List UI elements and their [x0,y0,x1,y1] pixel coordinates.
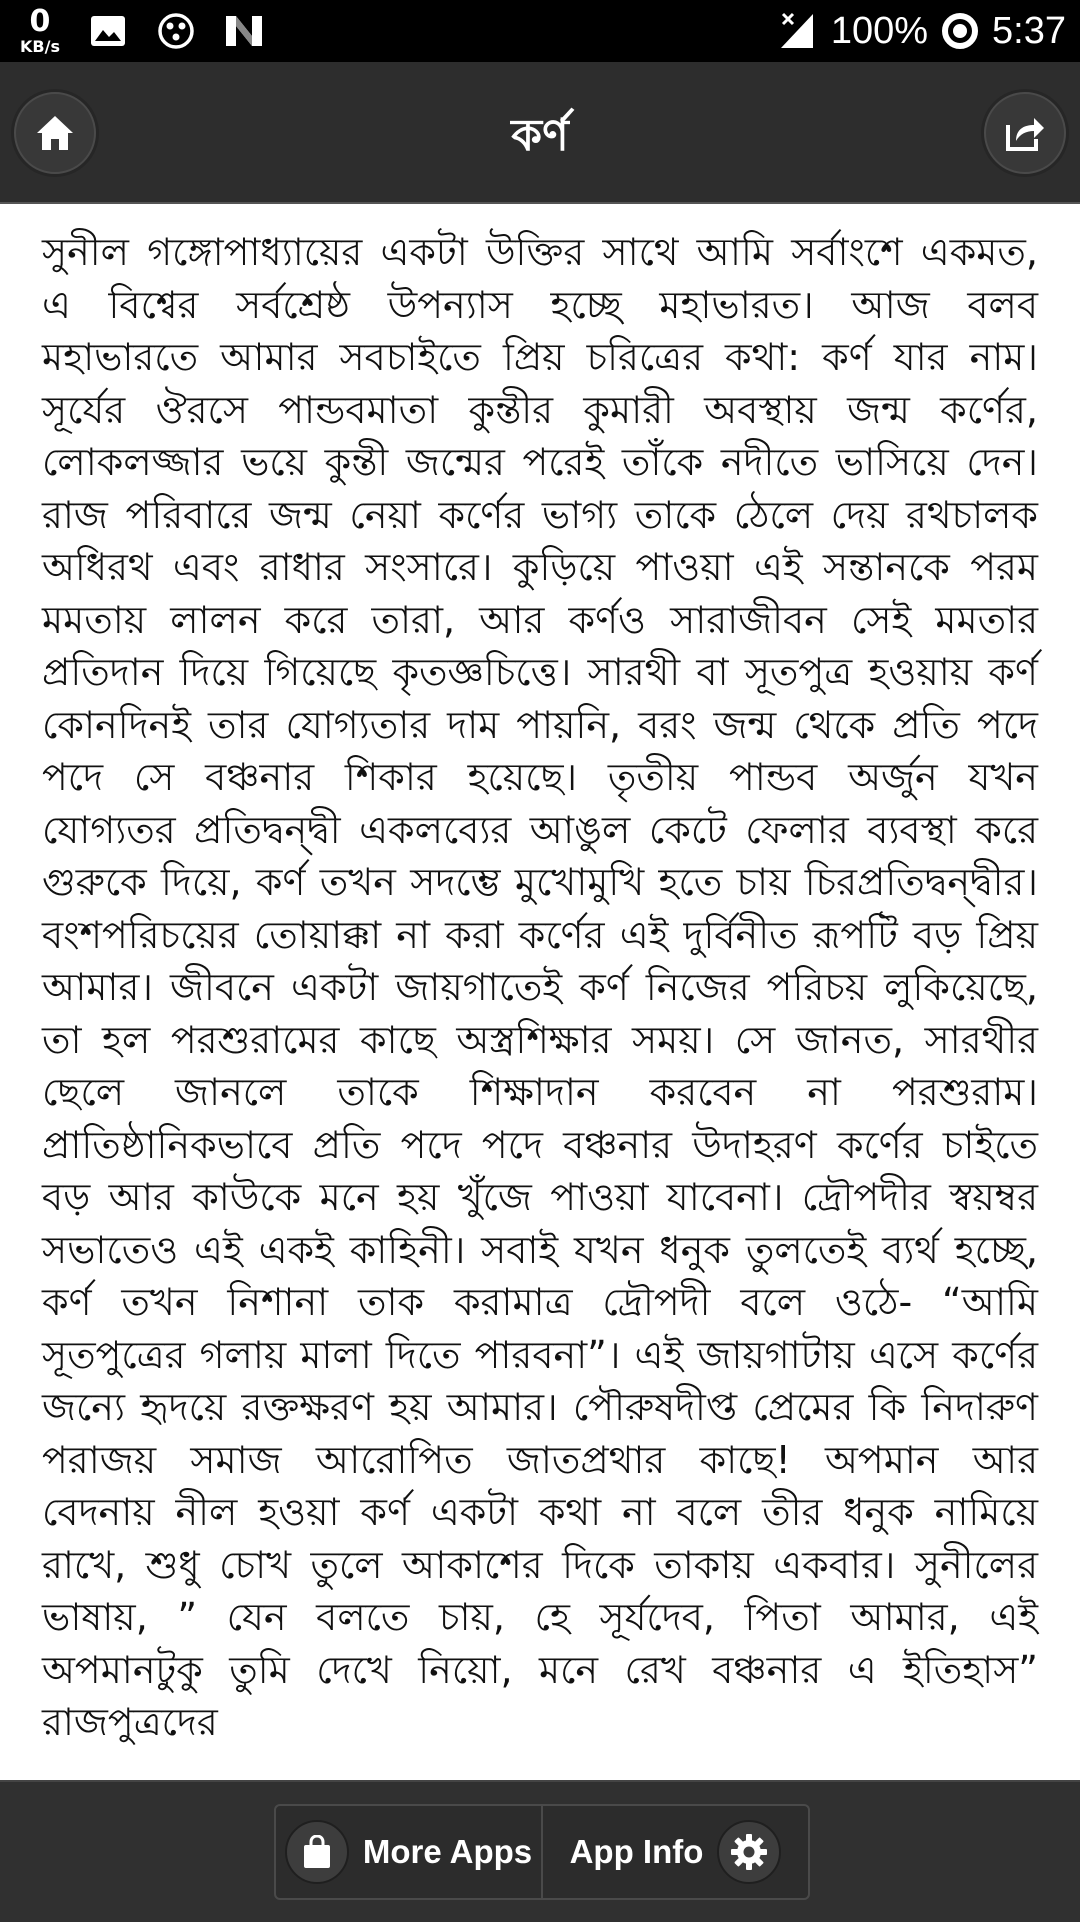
share-button[interactable] [984,92,1066,174]
n-app-icon [224,11,264,51]
more-apps-button[interactable] [276,1806,541,1898]
status-bar [0,0,1080,62]
article-container[interactable] [0,204,1080,1780]
bottom-bar [0,1780,1080,1922]
network-speed-value: 0 [29,4,51,39]
more-apps-label: More Apps [362,1833,533,1870]
share-icon [1004,113,1046,153]
page-title: কর্ণ [511,110,569,161]
gear-icon [717,1820,781,1884]
battery-icon [942,13,978,49]
bottom-button-group [274,1804,810,1900]
app-header [0,62,1080,204]
clock: 5:37 [992,9,1066,52]
battery-percentage: 100% [830,9,929,52]
article-text: সুনীল গঙ্গোপাধ্যায়ের একটা উক্তির সাথে আমি সর্বাংশে একমত, এ বিশ্বের সর্বশ্রেষ্ঠ উপন্যাস হচ্ছে মহাভারত। আজ বলব মহাভারতে আমার সবচাইতে প্রিয় চরিত্রের কথা: কর্ণ যার নাম। সূর্যের ঔরসে পান্ডবমাতা কুন্তীর কুমারী অবস্থায় জন্ম কর্ণের, লোকলজ্জার ভয়ে কুন্তী জন্মের পরেই তাঁকে নদীতে ভাসিয়ে দেন। রাজ পরিবারে জন্ম নেয়া কর্ণের ভাগ্য তাকে ঠেলে দেয় রথচালক অধিরথ এবং রাধার সংসারে। কুড়িয়ে পাওয়া এই সন্তানকে পরম মমতায় লালন করে তারা, আর কর্ণও সারাজীবন সেই মমতার প্রতিদান দিয়ে গিয়েছে কৃতজ্ঞচিত্তে। সারথী বা সূতপুত্র হওয়ায় কর্ণ কোনদিনই তার যোগ্যতার দাম পায়নি, বরং জন্ম থেকে প্রতি পদে পদে সে বঞ্চনার শিকার হয়েছে। তৃতীয় পান্ডব অর্জুন যখন যোগ্যতর প্রতিদ্বন্দ্বী একলব্যের আঙুল কেটে ফেলার ব্যবস্থা করে গুরুকে দিয়ে, কর্ণ তখন সদম্ভে মুখোমুখি হতে চায় চিরপ্রতিদ্বন্দ্বীর। বংশপরিচয়ের তোয়াক্কা না করা কর্ণের এই দুর্বিনীত রূপটি বড় প্রিয় আমার। জীবনে একটা জায়গাতেই কর্ণ নিজের পরিচয় লুকিয়েছে, তা হল পরশুরামের কাছে অস্ত্রশিক্ষার সময়। সে জানত, সারথীর ছেলে জানলে তাকে শিক্ষাদান করবেন না পরশুরাম। প্রাতিষ্ঠানিকভাবে প্রতি পদে পদে বঞ্চনার উদাহরণ কর্ণের চাইতে বড় আর কাউকে মনে হয় খুঁজে পাওয়া যাবেনা। দ্রৌপদীর স্বয়ম্বর সভাতেও এই একই কাহিনী। সবাই যখন ধনুক তুলতেই ব্যর্থ হচ্ছে, কর্ণ তখন নিশানা তাক করামাত্র দ্রৌপদী বলে ওঠে- “আমি সূতপুত্রের গলায় মালা দিতে পারবনা”। এই জায়গাটায় এসে কর্ণের জন্যে হৃদয়ে রক্তক্ষরণ হয় আমার। পৌরুষদীপ্ত প্রেমের কি নিদারুণ পরাজয় সমাজ আরোপিত জাতপ্রথার কাছে! অপমান আর বেদনায় নীল হওয়া কর্ণ একটা কথা না বলে তীর ধনুক নামিয়ে রাখে, শুধু চোখ তুলে আকাশের দিকে তাকায় একবার। সুনীলের ভাষায়, ” যেন বলতে চায়, হে সূর্যদেব, পিতা আমার, এই অপমানটুকু তুমি দেখে নিয়ো, মনে রেখ বঞ্চনার এ ইতিহাস” রাজপুত্রদের [42,230,1038,1744]
image-icon [88,11,128,51]
app-info-button[interactable] [541,1806,808,1898]
app-info-label: App Info [569,1833,704,1870]
shopping-bag-icon [285,1820,349,1884]
signal-icon [777,11,817,51]
media-icon [156,11,196,51]
network-speed [20,4,60,56]
network-speed-unit: KB/s [20,37,60,56]
